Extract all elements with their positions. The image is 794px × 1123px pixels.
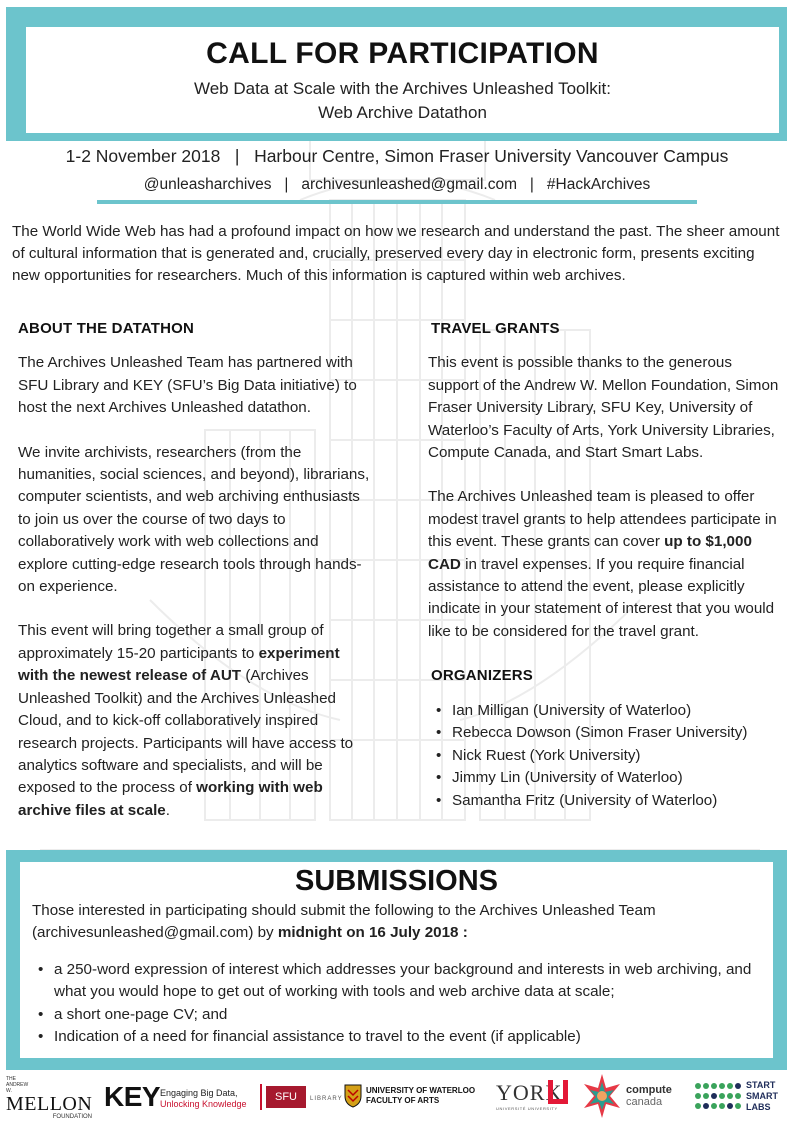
contact-line: [0, 176, 794, 194]
start-smart-labs-dots-icon: [694, 1082, 742, 1112]
list-item: • Samantha Fritz (University of Waterloo): [434, 790, 780, 813]
list-item: • Ian Milligan (University of Waterloo): [434, 700, 780, 723]
logo-text: THE ANDREW W.: [6, 1076, 29, 1094]
start-smart-labs-logo: [746, 1080, 792, 1113]
sfu-library-logo: [260, 1084, 343, 1110]
waterloo-crest-icon: [344, 1084, 362, 1108]
logo-text: YORK: [496, 1080, 563, 1105]
logo-text: KEY: [104, 1081, 161, 1112]
text-run: Those interested in participating should submit the following to the Archives Unleashed Team (archivesunleashed@gmail.com) by: [32, 902, 656, 942]
about-section: [18, 318, 370, 844]
list-item: • Jimmy Lin (University of Waterloo): [434, 767, 780, 790]
event-subtitle: [26, 77, 779, 125]
submissions-box: [20, 862, 773, 1058]
submissions-list: [32, 959, 761, 1049]
logo-text: LABS: [746, 1102, 771, 1112]
text-run: This event will bring together a small group of approximately 15-20 participants to: [18, 622, 324, 662]
emphasis-text: working with web archive files at scale: [18, 779, 323, 819]
logo-text: SMART: [746, 1091, 778, 1101]
submissions-heading: SUBMISSIONS: [294, 865, 499, 897]
university-of-waterloo-logo: [344, 1080, 490, 1114]
organizers-heading: ORGANIZERS: [431, 667, 534, 685]
about-paragraph-1: The Archives Unleashed Team has partnered with SFU Library and KEY (SFU’s Big Data initiative) to host the next Archives Unleashed datathon.: [18, 354, 357, 417]
compute-canada-star-icon: [582, 1074, 622, 1118]
travel-section: [428, 318, 780, 813]
contact-email[interactable]: archivesunleashed@gmail.com: [301, 176, 517, 193]
logo-text: UNIVERSITY OF WATERLOO: [366, 1086, 476, 1095]
travel-heading: TRAVEL GRANTS: [431, 320, 560, 337]
about-paragraph-3: [18, 620, 370, 822]
list-item: • Rebecca Dowson (Simon Fraser University): [434, 722, 780, 745]
logo-text: MELLON: [6, 1093, 93, 1115]
york-u-mark: [548, 1080, 568, 1104]
text-run: .: [165, 801, 170, 819]
logo-text: UNIVERSITÉ UNIVERSITY: [496, 1106, 558, 1111]
york-university-logo: [496, 1078, 574, 1116]
subtitle-line-1: Web Data at Scale with the Archives Unleashed Toolkit:: [193, 79, 612, 98]
text-run: (Archives Unleashed Toolkit) and the Archives Unleashed Cloud, and to kick-off collaboratively inspired research projects. Participants will have access to analytics software and specialists, and will be exposed to the process of: [18, 667, 354, 797]
logo-text: LIBRARY: [310, 1096, 343, 1102]
mellon-foundation-logo: [6, 1076, 96, 1121]
submissions-band: [6, 850, 787, 1070]
key-logo: [104, 1082, 254, 1112]
logo-text: canada: [626, 1096, 663, 1108]
emphasis-text: experiment with the newest release of AUT: [18, 644, 340, 685]
emphasis-text: up to $1,000 CAD: [428, 533, 752, 573]
intro-paragraph: The World Wide Web has had a profound impact on how we research and understand the past. The sheer amount of cultural information that is generated and, crucially, preserved every day in electronic form, presents exciting new opportunities for researchers. Much of this information is captured within web archives.: [12, 223, 780, 284]
twitter-handle[interactable]: @unleasharchives: [143, 176, 272, 193]
travel-paragraph-1: This event is possible thanks to the generous support of the Andrew W. Mellon Foundation, Simon Fraser University Library, SFU Key, University of Waterloo’s Faculty of Arts, York University Libraries, Compute Canada, and Start Smart Labs.: [428, 354, 779, 462]
organizers-list: [434, 700, 780, 813]
list-item: • a 250-word expression of interest which addresses your background and interests in web archiving, and what you would hope to get out of working with tools and web archive data at scale;: [32, 959, 761, 1004]
event-date-venue: [0, 146, 794, 167]
travel-paragraph-2: [428, 486, 780, 643]
logo-text: FACULTY OF ARTS: [366, 1096, 440, 1105]
event-dates: 1-2 November 2018: [65, 146, 221, 166]
logo-text: Engaging Big Data,: [160, 1088, 238, 1098]
text-run: in travel expenses. If you require financial assistance to attend the event, please explicitly indicate in your statement of interest that you would like to be considered for the travel grant.: [428, 555, 775, 640]
sponsor-logos: [0, 1072, 794, 1123]
deadline-text: midnight on 16 July 2018 :: [277, 924, 468, 942]
logo-text: START: [746, 1080, 776, 1090]
page-title: CALL FOR PARTICIPATION: [206, 37, 599, 70]
text-run: The Archives Unleashed team is pleased to offer modest travel grants to help attendees participate in this event. These grants can cover: [428, 488, 777, 551]
separator: |: [225, 146, 250, 166]
about-paragraph-2: We invite archivists, researchers (from the humanities, social sciences, and beyond), librarians, computer scientists, and web archiving enthusiasts to join us over the course of two days to collaboratively work with web collections and explore cutting-edge research tools through hands-on experience.: [18, 443, 370, 596]
separator: |: [275, 176, 298, 193]
logo-text: Unlocking Knowledge: [160, 1099, 247, 1109]
logo-text: SFU: [266, 1086, 306, 1108]
subtitle-line-2: Web Archive Datathon: [318, 103, 487, 122]
compute-canada-logo: [626, 1084, 686, 1108]
header-box: [26, 27, 779, 133]
list-item: • Nick Ruest (York University): [434, 745, 780, 768]
submissions-intro: [32, 900, 761, 945]
event-venue: Harbour Centre, Simon Fraser University Vancouver Campus: [254, 146, 729, 166]
list-item: • Indication of a need for financial assistance to travel to the event (if applicable): [32, 1026, 761, 1048]
separator: |: [521, 176, 543, 193]
about-heading: ABOUT THE DATATHON: [18, 320, 195, 337]
header-band: [6, 7, 787, 141]
list-item: • a short one-page CV; and: [32, 1004, 761, 1026]
logo-text: FOUNDATION: [52, 1114, 92, 1120]
logo-text: compute: [626, 1084, 672, 1096]
hashtag[interactable]: #HackArchives: [546, 176, 651, 193]
divider: [97, 200, 697, 204]
